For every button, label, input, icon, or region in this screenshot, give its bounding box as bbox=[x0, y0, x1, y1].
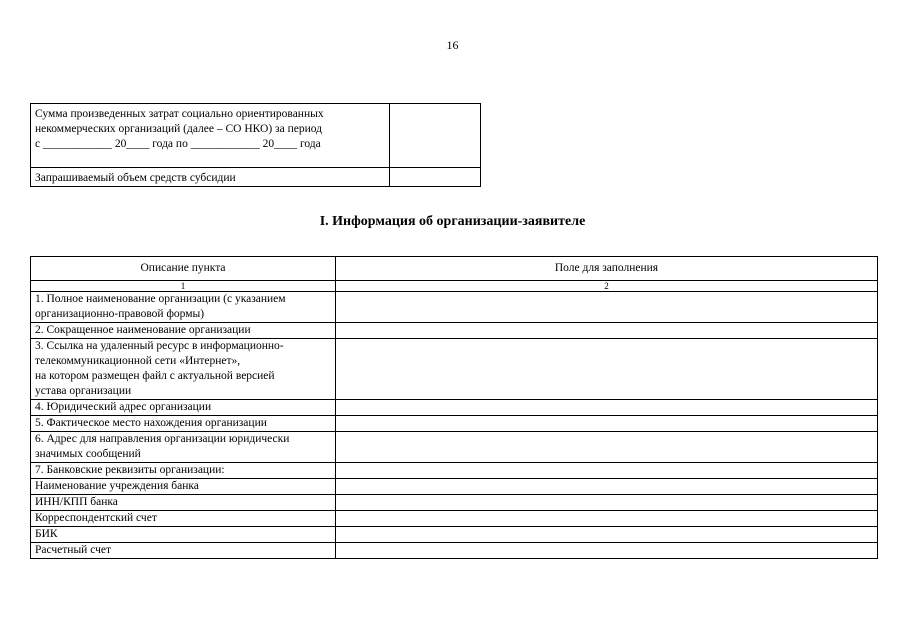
row-fill-field[interactable] bbox=[336, 527, 878, 543]
row-description bbox=[31, 527, 336, 543]
row-description-line: 6. Адрес для направления организации юридически bbox=[35, 433, 290, 445]
row-description-line: БИК bbox=[35, 528, 58, 540]
table-row bbox=[31, 400, 878, 416]
row-description-line: 4. Юридический адрес организации bbox=[35, 401, 212, 413]
row-description-line: телекоммуникационной сети «Интернет», bbox=[35, 355, 241, 367]
column-number: 2 bbox=[336, 281, 878, 292]
row-fill-field[interactable] bbox=[336, 432, 878, 463]
column-number-row bbox=[31, 281, 878, 292]
table-row bbox=[31, 479, 878, 495]
row-description-line: ИНН/КПП банка bbox=[35, 496, 118, 508]
table-row bbox=[31, 432, 878, 463]
row-description-line: 3. Ссылка на удаленный ресурс в информационно- bbox=[35, 340, 284, 352]
table-row bbox=[31, 495, 878, 511]
row-description-line: значимых сообщений bbox=[35, 448, 141, 460]
row-fill-field[interactable] bbox=[336, 495, 878, 511]
costs-label-line: некоммерческих организаций (далее – СО НКО) за период bbox=[35, 123, 323, 135]
table-row bbox=[31, 339, 878, 400]
row-description bbox=[31, 416, 336, 432]
row-description bbox=[31, 323, 336, 339]
row-description bbox=[31, 400, 336, 416]
row-fill-field[interactable] bbox=[336, 292, 878, 323]
row-description-line: 2. Сокращенное наименование организации bbox=[35, 324, 251, 336]
costs-label-line: с ____________ 20____ года по ____________ 20____ года bbox=[35, 138, 321, 150]
column-number: 1 bbox=[31, 281, 336, 292]
row-description-line: Расчетный счет bbox=[35, 544, 111, 556]
costs-label-line: Сумма произведенных затрат социально ориентированных bbox=[35, 108, 324, 120]
costs-row-period bbox=[31, 104, 481, 168]
info-rows bbox=[31, 292, 878, 559]
header-fill-field: Поле для заполнения bbox=[336, 257, 878, 281]
row-description-line: 1. Полное наименование организации (с указанием bbox=[35, 293, 286, 305]
row-fill-field[interactable] bbox=[336, 400, 878, 416]
row-fill-field[interactable] bbox=[336, 323, 878, 339]
row-description bbox=[31, 463, 336, 479]
table-row bbox=[31, 323, 878, 339]
row-description-line: Корреспондентский счет bbox=[35, 512, 157, 524]
table-row bbox=[31, 527, 878, 543]
header-description: Описание пункта bbox=[31, 257, 336, 281]
table-row bbox=[31, 511, 878, 527]
costs-row-subsidy bbox=[31, 168, 481, 187]
costs-label-cell bbox=[31, 104, 390, 168]
costs-label-line: Запрашиваемый объем средств субсидии bbox=[35, 172, 236, 184]
row-description-line: Наименование учреждения банка bbox=[35, 480, 199, 492]
row-fill-field[interactable] bbox=[336, 543, 878, 559]
row-fill-field[interactable] bbox=[336, 511, 878, 527]
row-description-line: на котором размещен файл с актуальной версией bbox=[35, 370, 275, 382]
row-description-line: 7. Банковские реквизиты организации: bbox=[35, 464, 225, 476]
table-header-row bbox=[31, 257, 878, 281]
row-description bbox=[31, 339, 336, 400]
row-fill-field[interactable] bbox=[336, 339, 878, 400]
row-description bbox=[31, 432, 336, 463]
subsidy-value-field[interactable] bbox=[390, 168, 481, 187]
costs-table bbox=[30, 103, 481, 187]
row-fill-field[interactable] bbox=[336, 479, 878, 495]
row-description-line: 5. Фактическое место нахождения организации bbox=[35, 417, 267, 429]
page-number: 16 bbox=[446, 38, 459, 52]
row-fill-field[interactable] bbox=[336, 463, 878, 479]
row-description bbox=[31, 543, 336, 559]
table-row bbox=[31, 463, 878, 479]
organization-info-table bbox=[30, 256, 878, 559]
row-description-line: организационно-правовой формы) bbox=[35, 308, 205, 320]
costs-value-field[interactable] bbox=[390, 104, 481, 168]
section-title: I. Информация об организации-заявителе bbox=[319, 214, 586, 229]
table-row bbox=[31, 543, 878, 559]
table-row bbox=[31, 292, 878, 323]
row-description bbox=[31, 479, 336, 495]
row-description bbox=[31, 495, 336, 511]
row-description bbox=[31, 292, 336, 323]
table-row bbox=[31, 416, 878, 432]
row-description-line: устава организации bbox=[35, 385, 132, 397]
row-description bbox=[31, 511, 336, 527]
row-fill-field[interactable] bbox=[336, 416, 878, 432]
costs-label-cell bbox=[31, 168, 390, 187]
